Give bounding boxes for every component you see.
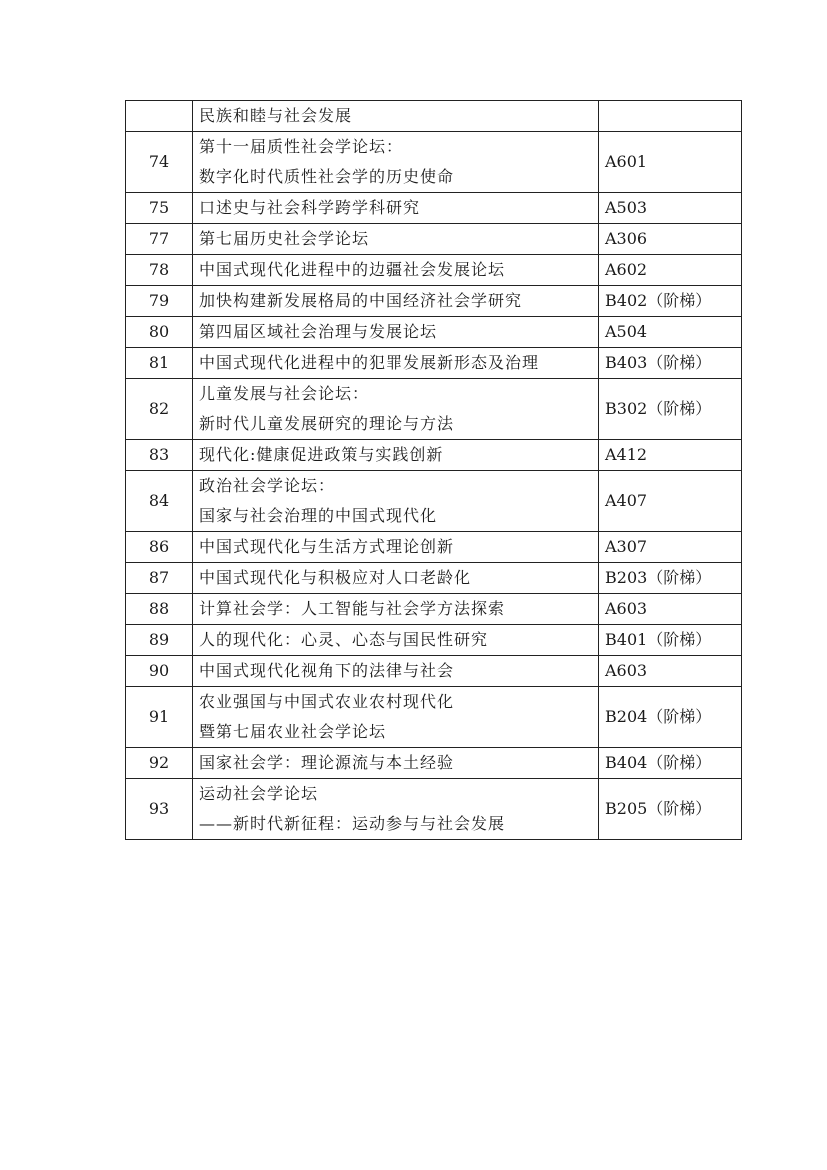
forum-topic: 现代化:健康促进政策与实践创新 xyxy=(193,440,599,471)
forum-topic: 加快构建新发展格局的中国经济社会学研究 xyxy=(193,286,599,317)
row-number: 92 xyxy=(126,748,193,779)
forum-topic: 中国式现代化进程中的犯罪发展新形态及治理 xyxy=(193,348,599,379)
row-number: 91 xyxy=(126,687,193,748)
forum-topic: 第七届历史社会学论坛 xyxy=(193,224,599,255)
room-code: B205（阶梯） xyxy=(599,779,742,840)
table-row xyxy=(126,471,742,532)
forum-topic: 儿童发展与社会论坛： 新时代儿童发展研究的理论与方法 xyxy=(193,379,599,440)
table-row xyxy=(126,532,742,563)
table-row xyxy=(126,193,742,224)
room-code: A603 xyxy=(599,656,742,687)
room-code: A412 xyxy=(599,440,742,471)
table-row xyxy=(126,379,742,440)
forum-topic: 民族和睦与社会发展 xyxy=(193,101,599,132)
table-row xyxy=(126,440,742,471)
room-code: A602 xyxy=(599,255,742,286)
room-code: B404（阶梯） xyxy=(599,748,742,779)
room-code: B403（阶梯） xyxy=(599,348,742,379)
row-number: 74 xyxy=(126,132,193,193)
row-number: 82 xyxy=(126,379,193,440)
row-number: 83 xyxy=(126,440,193,471)
row-number: 89 xyxy=(126,625,193,656)
room-code: A601 xyxy=(599,132,742,193)
row-number: 87 xyxy=(126,563,193,594)
row-number: 81 xyxy=(126,348,193,379)
forum-topic: 国家社会学：理论源流与本土经验 xyxy=(193,748,599,779)
forum-topic: 中国式现代化进程中的边疆社会发展论坛 xyxy=(193,255,599,286)
table-row xyxy=(126,779,742,840)
room-code: B302（阶梯） xyxy=(599,379,742,440)
room-code: B204（阶梯） xyxy=(599,687,742,748)
forum-topic: 人的现代化：心灵、心态与国民性研究 xyxy=(193,625,599,656)
room-code: A504 xyxy=(599,317,742,348)
table-row xyxy=(126,317,742,348)
row-number: 84 xyxy=(126,471,193,532)
table-row xyxy=(126,348,742,379)
row-number: 90 xyxy=(126,656,193,687)
table-row xyxy=(126,748,742,779)
row-number: 79 xyxy=(126,286,193,317)
forum-topic: 中国式现代化与积极应对人口老龄化 xyxy=(193,563,599,594)
forum-topic: 政治社会学论坛： 国家与社会治理的中国式现代化 xyxy=(193,471,599,532)
row-number: 77 xyxy=(126,224,193,255)
room-code: A603 xyxy=(599,594,742,625)
row-number: 93 xyxy=(126,779,193,840)
row-number: 75 xyxy=(126,193,193,224)
forum-topic: 中国式现代化视角下的法律与社会 xyxy=(193,656,599,687)
room-code: A307 xyxy=(599,532,742,563)
row-number: 78 xyxy=(126,255,193,286)
table-row xyxy=(126,656,742,687)
table-row xyxy=(126,625,742,656)
row-number: 80 xyxy=(126,317,193,348)
table-row xyxy=(126,286,742,317)
forum-topic: 第十一届质性社会学论坛： 数字化时代质性社会学的历史使命 xyxy=(193,132,599,193)
table-row xyxy=(126,132,742,193)
forum-topic: 农业强国与中国式农业农村现代化 暨第七届农业社会学论坛 xyxy=(193,687,599,748)
row-number: 86 xyxy=(126,532,193,563)
forum-topic: 中国式现代化与生活方式理论创新 xyxy=(193,532,599,563)
room-code: A306 xyxy=(599,224,742,255)
table-row xyxy=(126,255,742,286)
room-code: B402（阶梯） xyxy=(599,286,742,317)
forum-schedule-table xyxy=(125,100,742,840)
forum-topic: 计算社会学：人工智能与社会学方法探索 xyxy=(193,594,599,625)
forum-topic: 运动社会学论坛 ——新时代新征程：运动参与与社会发展 xyxy=(193,779,599,840)
table-row xyxy=(126,101,742,132)
table-row xyxy=(126,687,742,748)
table-row xyxy=(126,224,742,255)
table-row xyxy=(126,563,742,594)
room-code: A407 xyxy=(599,471,742,532)
forum-topic: 第四届区域社会治理与发展论坛 xyxy=(193,317,599,348)
table-row xyxy=(126,594,742,625)
room-code: A503 xyxy=(599,193,742,224)
room-code: B203（阶梯） xyxy=(599,563,742,594)
room-code xyxy=(599,101,742,132)
room-code: B401（阶梯） xyxy=(599,625,742,656)
row-number xyxy=(126,101,193,132)
row-number: 88 xyxy=(126,594,193,625)
forum-topic: 口述史与社会科学跨学科研究 xyxy=(193,193,599,224)
